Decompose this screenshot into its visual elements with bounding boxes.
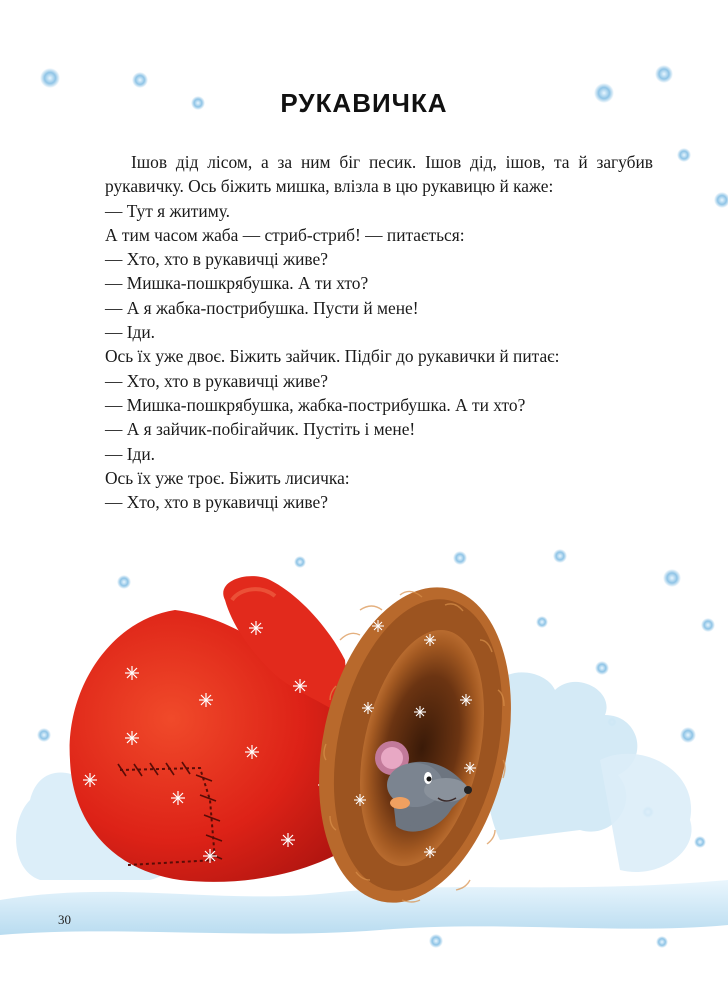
paragraph: — А я жабка-пострибушка. Пусти й мене! — [105, 297, 419, 318]
mitten-icon — [70, 569, 539, 920]
paragraph: Ішов дід лісом, а за ним біг песик. Ішов дід, ішов, та й загубив рукавичку. Ось біжить мишка, влізла в цю рукавицю й каже: — [105, 152, 653, 197]
paragraph: Ось їх уже троє. Біжить лисичка: — [105, 467, 350, 488]
paragraph: Ось їх уже двоє. Біжить зайчик. Підбіг до рукавички й питає: — [105, 346, 560, 367]
paragraph: — Іди. — [105, 443, 156, 464]
page-number: 30 — [58, 912, 71, 927]
paragraph: — Тут я житиму. — [105, 200, 231, 221]
paragraph: — А я зайчик-побігайчик. Пустіть і мене! — [105, 419, 416, 440]
paragraph: — Іди. — [105, 322, 156, 343]
paragraph: А тим часом жаба — стриб-стриб! — питається: — [105, 224, 465, 245]
page-title: РУКАВИЧКА — [280, 88, 448, 118]
paragraph: — Мишка-пошкрябушка. А ти хто? — [105, 273, 369, 294]
paragraph: — Хто, хто в рукавичці живе? — [105, 370, 328, 391]
paragraph: — Мишка-пошкрябушка, жабка-пострибушка. А ти хто? — [105, 394, 526, 415]
paragraph: — Хто, хто в рукавичці живе? — [105, 492, 328, 513]
paragraph: — Хто, хто в рукавичці живе? — [105, 249, 328, 270]
story-text — [105, 150, 653, 514]
